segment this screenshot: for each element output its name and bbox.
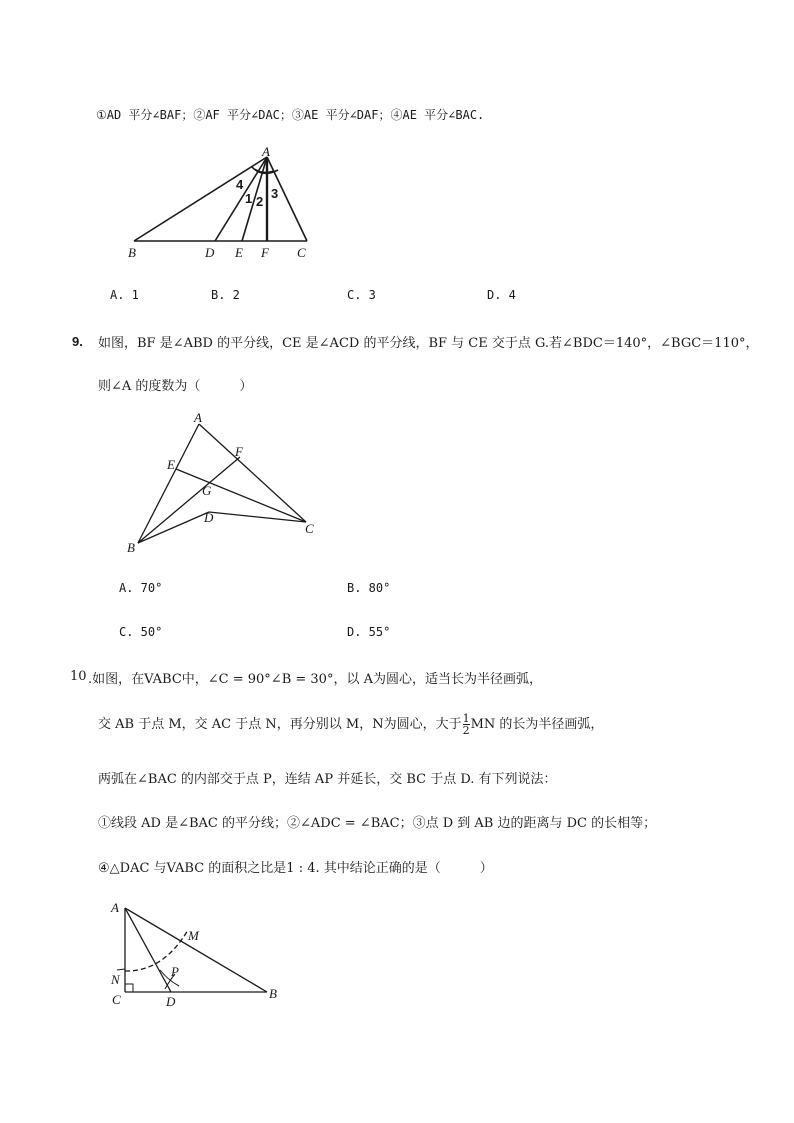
q10-label-P: P (171, 964, 179, 979)
q10-line5: ④△DAC 与VABC 的面积之比是1 : 4. 其中结论正确的是（ ） (98, 861, 493, 876)
q8-figure (125, 145, 325, 265)
q10-frac-den: 2 (462, 724, 470, 737)
q9-label-G: G (202, 483, 212, 498)
q8-statements: ①AD 平分∠BAF；②AF 平分∠DAC；③AE 平分∠DAF；④AE 平分∠BAC. (96, 108, 485, 122)
q8-option-d[interactable]: D. 4 (487, 288, 516, 302)
q8-label-E: E (235, 245, 243, 260)
q10-line4: ①线段 AD 是∠BAC 的平分线；②∠ADC = ∠BAC；③点 D 到 AB 边的距离与 DC 的长相等； (98, 816, 657, 831)
q9-line1: 如图，BF 是∠ABD 的平分线，CE 是∠ACD 的平分线，BF 与 CE 交于点 G.若∠BDC＝140°，∠BGC＝110°， (98, 336, 759, 351)
q8-angle-2: 2 (256, 194, 264, 209)
q8-angle-4: 4 (236, 177, 244, 192)
q10-label-C: C (112, 992, 121, 1007)
q8-label-C: C (297, 245, 306, 260)
q10-frac-num: 1 (462, 712, 470, 725)
q10-label-B: B (269, 986, 277, 1001)
q9-line2: 则∠A 的度数为（ ） (98, 379, 253, 394)
q9-label-C: C (305, 521, 314, 536)
q9-figure (120, 412, 340, 562)
q8-label-D: D (205, 245, 215, 260)
q10-label-M: M (188, 928, 199, 943)
q8-label-B: B (128, 245, 136, 260)
q9-number: 9. (72, 334, 83, 349)
q10-figure (105, 900, 295, 1020)
q8-option-c[interactable]: C. 3 (347, 288, 376, 302)
q8-angle-1: 1 (245, 191, 253, 206)
q9-option-c[interactable]: C. 50° (119, 625, 163, 639)
q9-option-d[interactable]: D. 55° (347, 625, 391, 639)
q9-label-F: F (235, 444, 243, 459)
q8-label-F: F (261, 245, 269, 260)
q9-label-B: B (127, 540, 135, 555)
q10-line2 (98, 713, 603, 736)
q9-label-A: A (194, 410, 202, 425)
q10-fraction (463, 713, 470, 736)
q8-option-a[interactable]: A. 1 (110, 288, 139, 302)
q8-label-A: A (262, 144, 270, 159)
q10-line2-pre: 交 AB 于点 M，交 AC 于点 N，再分别以 M，N为圆心，大于 (98, 717, 462, 732)
q9-option-b[interactable]: B. 80° (347, 581, 391, 595)
q10-line1: .如图，在VABC中，∠C = 90°∠B = 30°，以 A为圆心，适当长为半径画弧， (88, 672, 542, 687)
q10-line3: 两弧在∠BAC 的内部交于点 P，连结 AP 并延长，交 BC 于点 D. 有下列说法： (98, 772, 557, 787)
q9-label-D: D (204, 510, 214, 525)
q10-label-N: N (111, 972, 120, 987)
q10-label-D: D (166, 994, 176, 1009)
q9-label-E: E (167, 457, 175, 472)
q9-option-a[interactable]: A. 70° (119, 581, 163, 595)
q10-label-A: A (111, 900, 119, 915)
q8-angle-3: 3 (271, 186, 279, 201)
q10-number: 10 (70, 669, 87, 684)
q8-option-b[interactable]: B. 2 (211, 288, 240, 302)
q10-line2-post: MN 的长为半径画弧， (470, 717, 604, 732)
